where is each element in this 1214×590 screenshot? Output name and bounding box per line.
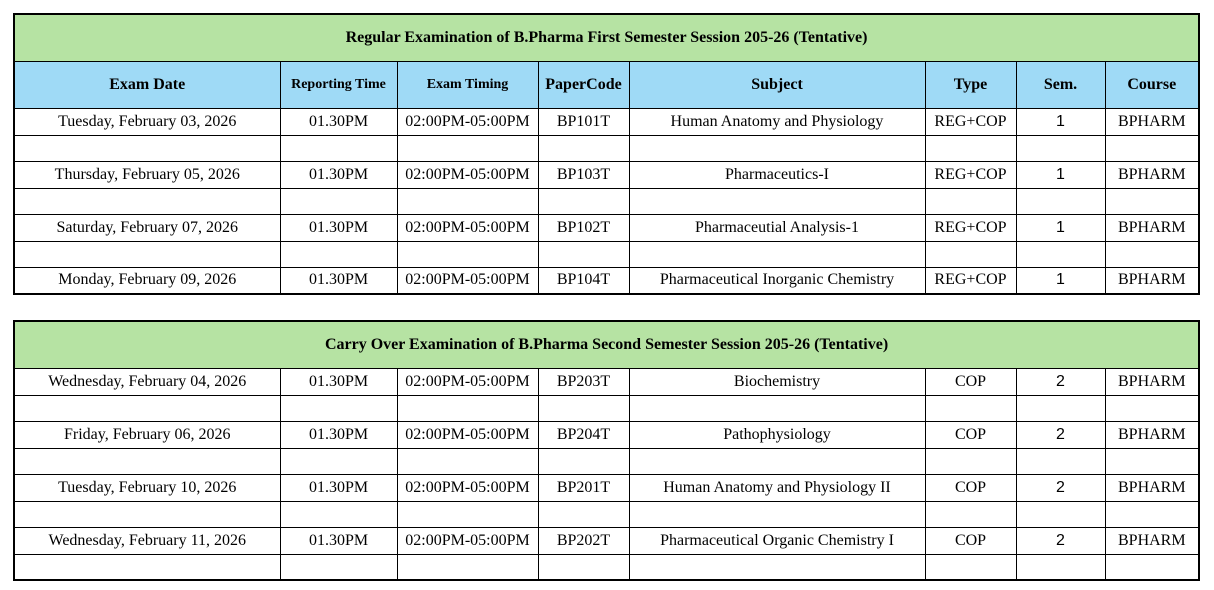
cell-paper-code: BP203T [538,368,629,395]
cell-reporting-time: 01.30PM [280,108,397,135]
empty-cell [397,188,538,214]
header-type: Type [925,61,1016,108]
cell-course: BPHARM [1105,267,1199,294]
header-exam-date: Exam Date [14,61,280,108]
empty-cell [14,501,280,527]
empty-cell [629,395,925,421]
empty-cell [1105,395,1199,421]
header-paper-code: PaperCode [538,61,629,108]
spacer-row [14,501,1199,527]
empty-cell [1105,241,1199,267]
table-row [14,267,1199,294]
cell-sem: 1 [1016,267,1105,294]
table-row [14,108,1199,135]
cell-type: COP [925,474,1016,501]
cell-exam-date: Wednesday, February 04, 2026 [14,368,280,395]
empty-cell [538,241,629,267]
cell-paper-code: BP102T [538,214,629,241]
table-row [14,474,1199,501]
empty-cell [1105,188,1199,214]
cell-reporting-time: 01.30PM [280,161,397,188]
empty-cell [14,448,280,474]
empty-cell [1016,448,1105,474]
cell-course: BPHARM [1105,421,1199,448]
empty-cell [629,241,925,267]
empty-cell [1016,501,1105,527]
cell-course: BPHARM [1105,214,1199,241]
cell-sem: 2 [1016,368,1105,395]
empty-cell [538,554,629,580]
cell-course: BPHARM [1105,161,1199,188]
header-reporting-time: Reporting Time [280,61,397,108]
cell-exam-timing: 02:00PM-05:00PM [397,108,538,135]
cell-reporting-time: 01.30PM [280,267,397,294]
regular-exam-title: Regular Examination of B.Pharma First Semester Session 205-26 (Tentative) [14,14,1199,61]
cell-paper-code: BP104T [538,267,629,294]
cell-exam-date: Tuesday, February 03, 2026 [14,108,280,135]
empty-cell [1105,448,1199,474]
table-row [14,421,1199,448]
spacer-row [14,395,1199,421]
empty-cell [280,395,397,421]
cell-paper-code: BP201T [538,474,629,501]
empty-cell [397,501,538,527]
empty-cell [925,135,1016,161]
cell-type: COP [925,368,1016,395]
cell-paper-code: BP204T [538,421,629,448]
cell-sem: 2 [1016,474,1105,501]
regular-exam-table [13,13,1200,295]
empty-cell [280,241,397,267]
empty-cell [629,554,925,580]
cell-type: REG+COP [925,214,1016,241]
empty-cell [629,188,925,214]
empty-cell [280,188,397,214]
cell-subject: Human Anatomy and Physiology [629,108,925,135]
empty-cell [1105,135,1199,161]
cell-type: REG+COP [925,108,1016,135]
cell-type: COP [925,421,1016,448]
empty-cell [397,135,538,161]
empty-cell [538,501,629,527]
table-row [14,214,1199,241]
carryover-exam-table [13,320,1200,581]
cell-reporting-time: 01.30PM [280,214,397,241]
header-sem: Sem. [1016,61,1105,108]
empty-cell [538,188,629,214]
cell-subject: Pharmaceutical Inorganic Chemistry [629,267,925,294]
cell-reporting-time: 01.30PM [280,421,397,448]
cell-exam-date: Monday, February 09, 2026 [14,267,280,294]
cell-subject: Biochemistry [629,368,925,395]
empty-cell [925,241,1016,267]
cell-exam-timing: 02:00PM-05:00PM [397,527,538,554]
cell-subject: Pathophysiology [629,421,925,448]
cell-course: BPHARM [1105,368,1199,395]
cell-exam-timing: 02:00PM-05:00PM [397,368,538,395]
cell-sem: 2 [1016,421,1105,448]
cell-subject: Pharmaceutical Organic Chemistry I [629,527,925,554]
cell-sem: 1 [1016,108,1105,135]
cell-subject: Human Anatomy and Physiology II [629,474,925,501]
empty-cell [14,135,280,161]
empty-cell [629,135,925,161]
empty-cell [1016,395,1105,421]
cell-course: BPHARM [1105,527,1199,554]
cell-type: COP [925,527,1016,554]
cell-exam-timing: 02:00PM-05:00PM [397,214,538,241]
empty-cell [925,501,1016,527]
empty-cell [280,135,397,161]
empty-cell [1105,554,1199,580]
cell-exam-timing: 02:00PM-05:00PM [397,421,538,448]
empty-cell [1016,241,1105,267]
table-row [14,368,1199,395]
cell-paper-code: BP103T [538,161,629,188]
empty-cell [397,395,538,421]
cell-type: REG+COP [925,267,1016,294]
header-subject: Subject [629,61,925,108]
header-course: Course [1105,61,1199,108]
cell-type: REG+COP [925,161,1016,188]
empty-cell [925,448,1016,474]
cell-exam-date: Saturday, February 07, 2026 [14,214,280,241]
empty-cell [1105,501,1199,527]
empty-cell [629,501,925,527]
empty-cell [14,554,280,580]
cell-exam-date: Thursday, February 05, 2026 [14,161,280,188]
cell-exam-date: Tuesday, February 10, 2026 [14,474,280,501]
empty-cell [925,395,1016,421]
cell-exam-timing: 02:00PM-05:00PM [397,474,538,501]
cell-subject: Pharmaceutial Analysis-1 [629,214,925,241]
carryover-exam-title: Carry Over Examination of B.Pharma Second Semester Session 205-26 (Tentative) [14,321,1199,368]
empty-cell [280,448,397,474]
spacer-row [14,241,1199,267]
empty-cell [1016,135,1105,161]
cell-sem: 1 [1016,161,1105,188]
cell-exam-date: Friday, February 06, 2026 [14,421,280,448]
empty-cell [280,501,397,527]
empty-cell [14,188,280,214]
cell-reporting-time: 01.30PM [280,368,397,395]
spacer-row [14,188,1199,214]
empty-cell [397,554,538,580]
empty-cell [14,241,280,267]
empty-cell [397,241,538,267]
empty-cell [538,395,629,421]
table-row [14,527,1199,554]
cell-exam-timing: 02:00PM-05:00PM [397,267,538,294]
cell-subject: Pharmaceutics-I [629,161,925,188]
spacer-row [14,135,1199,161]
empty-cell [397,448,538,474]
cell-exam-timing: 02:00PM-05:00PM [397,161,538,188]
cell-sem: 1 [1016,214,1105,241]
cell-exam-date: Wednesday, February 11, 2026 [14,527,280,554]
empty-cell [925,188,1016,214]
empty-cell [538,135,629,161]
cell-course: BPHARM [1105,474,1199,501]
cell-paper-code: BP101T [538,108,629,135]
cell-reporting-time: 01.30PM [280,527,397,554]
cell-sem: 2 [1016,527,1105,554]
spacer-row [14,554,1199,580]
empty-cell [280,554,397,580]
cell-course: BPHARM [1105,108,1199,135]
header-exam-timing: Exam Timing [397,61,538,108]
empty-cell [1016,554,1105,580]
empty-cell [14,395,280,421]
empty-cell [925,554,1016,580]
cell-paper-code: BP202T [538,527,629,554]
cell-reporting-time: 01.30PM [280,474,397,501]
empty-cell [538,448,629,474]
empty-cell [1016,188,1105,214]
spacer-row [14,448,1199,474]
empty-cell [629,448,925,474]
table-row [14,161,1199,188]
